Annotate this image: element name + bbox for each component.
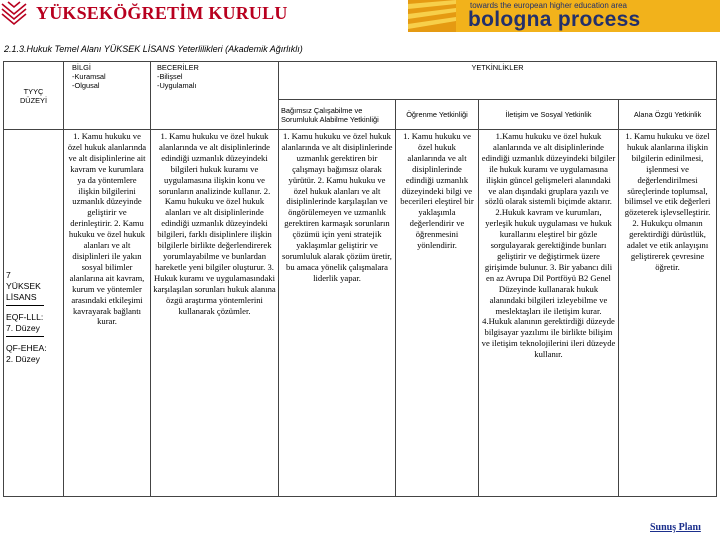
divider [6, 336, 44, 337]
eqf-level: 7. Düzey [6, 323, 40, 333]
bologna-title: bologna process [468, 8, 641, 31]
beceriler-header: BECERİLER -Bilişsel -Uygulamalı [151, 62, 279, 130]
tyyc-header: TYYÇ DÜZEYİ [4, 62, 64, 130]
bagimsiz-cell: 1. Kamu hukuku ve özel hukuk alanlarında ve alt disiplinlerinde uzmanlık gerektiren bir çalışmayı bağımsız olarak yürütür. 2. Kamu hukuku ve özel hukuk alanları ve alt disiplinlerinde karşılaşılan ve öngörülemeyen ve uzmanlık gerektiren karmaşık sorunların çözümü için yeni stratejik yaklaşımlar geliştirir ve sorumluluk alarak çözüm üretir, bu amaca yönelik çalışmalara liderlik yapar. [279, 130, 396, 497]
eqf-label: EQF-LLL: [6, 312, 44, 322]
level-cell: 7 YÜKSEK LİSANS EQF-LLL: 7. Düzey QF-EHEA: 2. Düzey [4, 130, 64, 497]
yok-title: YÜKSEKÖĞRETİM KURULU [36, 3, 288, 23]
alana-ozgu-cell: 1. Kamu hukuku ve özel hukuk alanlarına ilişkin bilgilerin edinilmesi, işlenmesi ve değerlendirilmesi süreçlerinde toplumsal, bilimsel ve etik değerleri gözeterek işlevselleştirir. 2. Hukukçu olmanın gerektirdiği dürüstlük, adalet ve etik anlayışını geliştirerek çevresine öğretir. [619, 130, 717, 497]
document-title: 2.1.3.Hukuk Temel Alanı YÜKSEK LİSANS Yeterlilikleri (Akademik Ağırlıklı) [4, 44, 303, 54]
iletisim-header: İletişim ve Sosyal Yetkinlik [479, 100, 619, 130]
bologna-stripes-icon [408, 0, 456, 32]
bagimsiz-header: Bağımsız Çalışabilme ve Sorumluluk Alabilme Yetkinliği [279, 100, 396, 130]
yetkinlikler-header: YETKİNLİKLER [279, 62, 717, 100]
ogrenme-cell: 1. Kamu hukuku ve özel hukuk alanlarında ve alt disiplinlerinde edindiği uzmanlık düzeyindeki bilgi ve becerileri eleştirel bir yaklaşımla değerlendirir ve öğrenmesini yönlendirir. [396, 130, 479, 497]
bologna-banner [408, 0, 720, 32]
bologna-tagline: towards the european higher education area [470, 1, 627, 10]
yok-logo-icon [0, 0, 28, 28]
qf-label: QF-EHEA: [6, 343, 47, 353]
bilgi-header: BİLGİ -Kuramsal -Olgusal [64, 62, 151, 130]
bilgi-cell: 1. Kamu hukuku ve özel hukuk alanlarında ve alt disiplinlerine ait kavram ve kurumlara ya da yöntemlere ilişkin bilgilerini uzmanlık düzeyinde geliştirir ve derinleştirir. 2. Kamu hukuku ve özel hukuk alanları ve alt disiplinleri ile yakın sosyal bilimler alanlarına ait kavram, kurum ve yöntemler arasındaki etkileşimi kavrayarak bağlantı kurar. [64, 130, 151, 497]
divider [6, 305, 44, 306]
sunus-plani-link[interactable]: Sunuş Planı [650, 522, 701, 533]
page-header [0, 0, 720, 34]
iletisim-cell: 1.Kamu hukuku ve özel hukuk alanlarında ve alt disiplinlerinde edindiği uzmanlık düzeyindeki bilgiler ile hukuk kuramı ve uygulamasına ilişkin güncel gelişmeleri alanındaki ve alan dışındaki gruplara yazılı ve sözlü olarak sistemli biçimde aktarır. 2.Hukuk kavram ve kurumları, yerleşik hukuk uygulaması ve hukuk kurallarını eleştirel bir gözle sorgulayarak gerektiğinde bunları geliştirir ve değiştirmek üzere girişimde bulunur. 3. Bir yabancı dili en az Avrupa Dil Portföyü B2 Genel Düzeyinde kullanarak hukuk alanındaki bilgileri izleyebilme ve meslektaşları ile iletişim kurar. 4.Hukuk alanının gerektirdiği düzeyde bilgisayar yazılımı ile birlikte bilişim ve iletişim teknolojilerini ileri düzeyde kullanır. [479, 130, 619, 497]
beceriler-cell: 1. Kamu hukuku ve özel hukuk alanlarında ve alt disiplinlerinde edindiği uzmanlık düzeyindeki bilgileri hukuk kuramı ve uygulamasına ilişkin konu ve sorunların analizinde kullanır. 2. Kamu hukuku ve özel hukuk alanları ve alt disiplinlerinde edindiği uzmanlık düzeyindeki bilgileri, farklı disiplinlere ilişkin bilgilerle birlikte değerlendirerek yorumlayabilme ve bunlardan hareketle yeni bilgiler oluşturur. 3. Hukuk kuramı ve uygulamasındaki karşılaşılan sorunları hukuk alanına özgü araştırma yöntemlerini kullanarak çözümler. [151, 130, 279, 497]
level-number: 7 [6, 270, 11, 280]
qualifications-table [3, 61, 717, 497]
qf-level: 2. Düzey [6, 354, 40, 364]
ogrenme-header: Öğrenme Yetkinliği [396, 100, 479, 130]
alana-ozgu-header: Alana Özgü Yetkinlik [619, 100, 717, 130]
level-name: YÜKSEK [6, 281, 41, 291]
